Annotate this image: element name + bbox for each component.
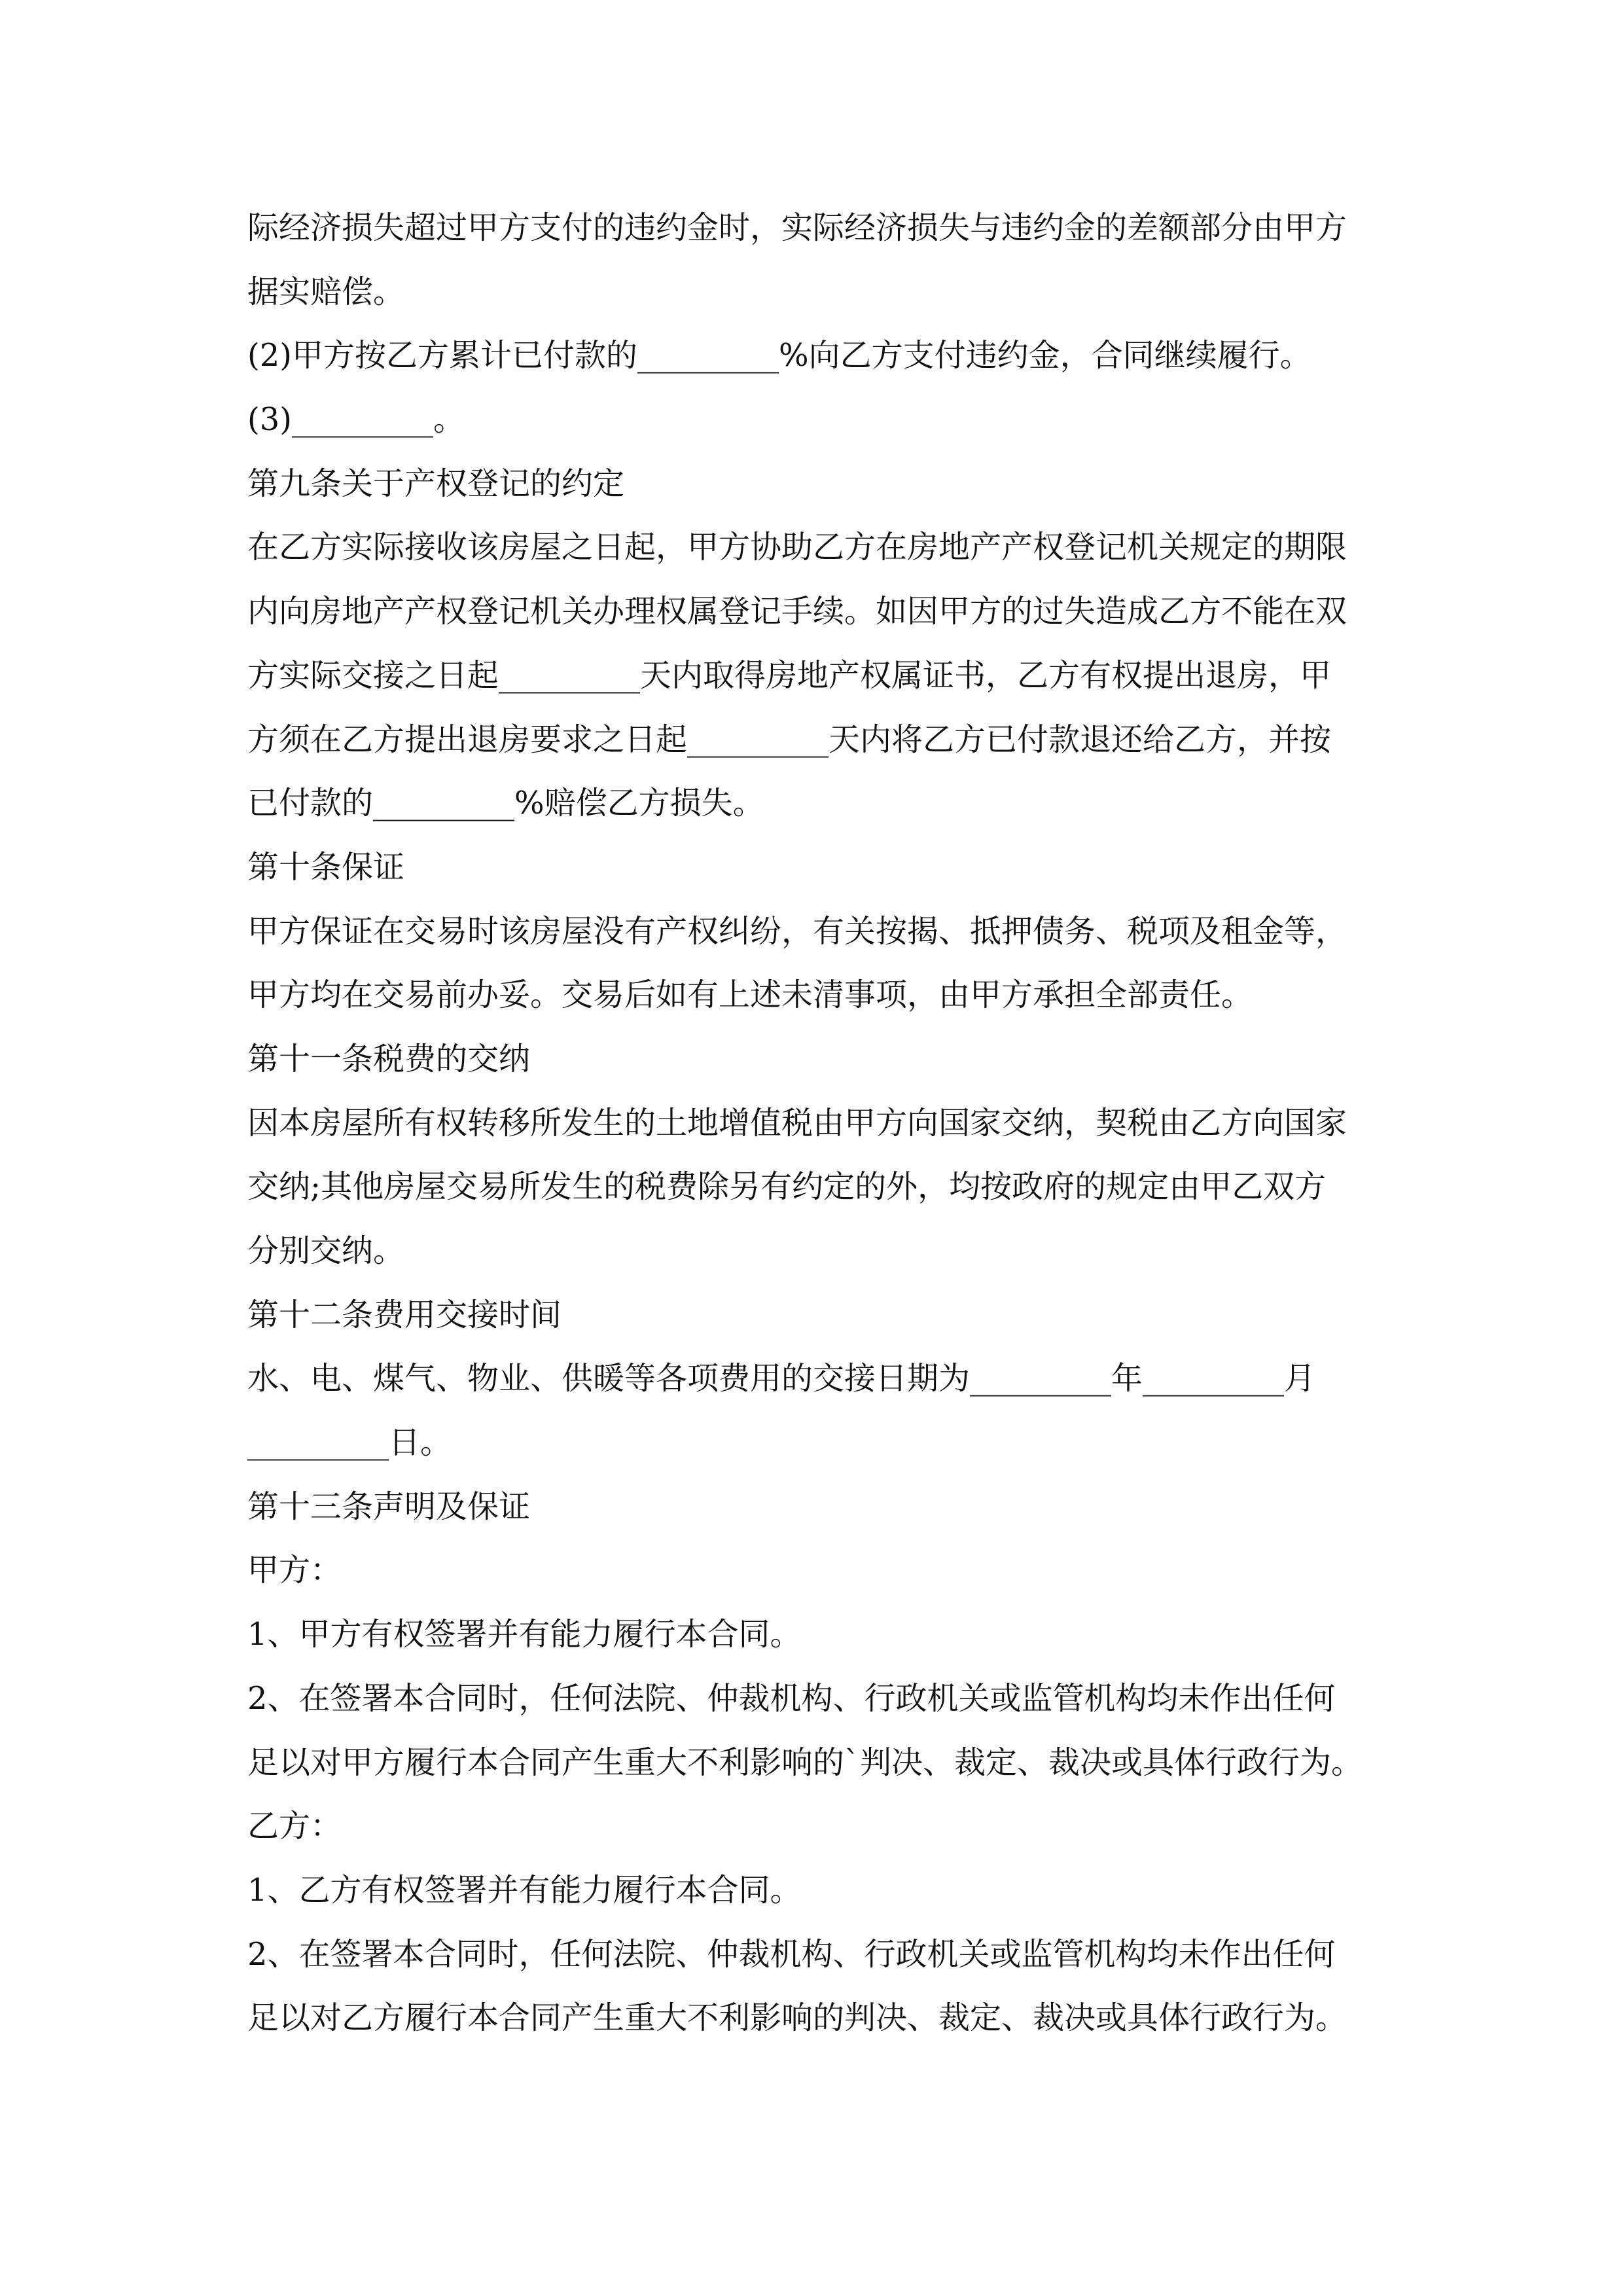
text-line: 交纳;其他房屋交易所发生的税费除另有约定的外，均按政府的规定由甲乙双方 (247, 1168, 1327, 1206)
text-line: 甲方保证在交易时该房屋没有产权纠纷，有关按揭、抵押债务、税项及租金等， (247, 912, 1347, 950)
text-line: 足以对乙方履行本合同产生重大不利影响的判决、裁定、裁决或具体行政行为。 (247, 2000, 1347, 2037)
text-line: 内向房地产产权登记机关办理权属登记手续。如因甲方的过失造成乙方不能在双 (247, 593, 1347, 630)
text-line: _________日。 (247, 1424, 452, 1462)
text-line: 2、在签署本合同时，任何法院、仲裁机构、行政机关或监管机构均未作出任何 (247, 1935, 1336, 1973)
text-line: (3)_________。 (247, 401, 465, 439)
text-line: 分别交纳。 (247, 1232, 405, 1269)
section-heading: 第十条保证 (247, 848, 405, 886)
text-line: 方须在乙方提出退房要求之日起_________天内将乙方已付款退还给乙方，并按 (247, 721, 1332, 758)
text-line: 方实际交接之日起_________天内取得房地产权属证书，乙方有权提出退房，甲 (247, 656, 1332, 694)
text-line: 1、乙方有权签署并有能力履行本合同。 (247, 1871, 802, 1909)
text-line: 水、电、煤气、物业、供暖等各项费用的交接日期为_________年_________月 (247, 1360, 1316, 1397)
text-line: 际经济损失超过甲方支付的违约金时，实际经济损失与违约金的差额部分由甲方 (247, 209, 1347, 246)
party-label: 乙方： (247, 1808, 342, 1845)
text-line: (2)甲方按乙方累计已付款的_________%向乙方支付违约金，合同继续履行。 (247, 337, 1311, 374)
text-line: 在乙方实际接收该房屋之日起，甲方协助乙方在房地产产权登记机关规定的期限 (247, 529, 1347, 566)
section-heading: 第十一条税费的交纳 (247, 1040, 531, 1077)
text-line: 甲方均在交易前办妥。交易后如有上述未清事项，由甲方承担全部责任。 (247, 977, 1253, 1014)
text-line: 1、甲方有权签署并有能力履行本合同。 (247, 1616, 802, 1653)
text-line: 2、在签署本合同时，任何法院、仲裁机构、行政机关或监管机构均未作出任何 (247, 1679, 1336, 1717)
section-heading: 第十二条费用交接时间 (247, 1296, 562, 1333)
text-line: 据实赔偿。 (247, 273, 405, 310)
text-line: 足以对甲方履行本合同产生重大不利影响的`判决、裁定、裁决或具体行政行为。 (247, 1744, 1363, 1781)
document-body (247, 196, 1389, 2051)
section-heading: 第十三条声明及保证 (247, 1488, 531, 1525)
party-label: 甲方： (247, 1552, 342, 1589)
text-line: 因本房屋所有权转移所发生的土地增值税由甲方向国家交纳，契税由乙方向国家 (247, 1104, 1347, 1141)
text-line: 已付款的_________%赔偿乙方损失。 (247, 785, 764, 822)
section-heading: 第九条关于产权登记的约定 (247, 465, 625, 502)
